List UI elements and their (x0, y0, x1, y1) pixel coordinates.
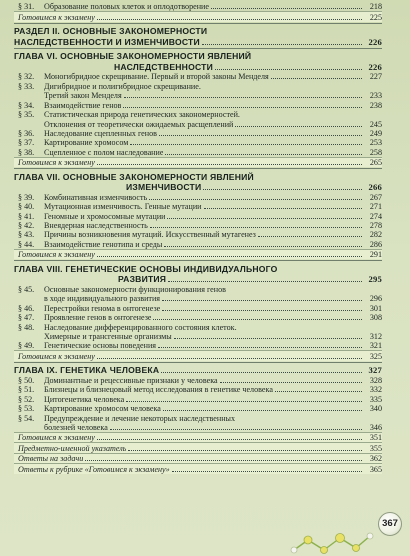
entry-title: Дигибридное и полигибридное скрещивание. (44, 81, 201, 91)
entry-title: Готовимся к экзамену (18, 433, 95, 443)
toc-entry (14, 294, 382, 303)
chapter-heading (14, 365, 382, 376)
entry-title: Готовимся к экзамену (18, 351, 95, 361)
heading-line (14, 263, 382, 274)
heading-line (14, 182, 382, 193)
entry-page: 340 (369, 404, 382, 414)
heading-text: ИЗМЕНЧИВОСТИ (126, 182, 202, 193)
entry-page: 355 (369, 443, 382, 453)
toc-entry (14, 119, 382, 128)
toc-entry (14, 341, 382, 350)
back-matter-entry (14, 453, 382, 463)
entry-title: Основные закономерности функционирования генов (44, 284, 226, 294)
toc-entry (14, 100, 382, 109)
heading-line (14, 365, 382, 376)
heading-line (14, 171, 382, 182)
entry-page: 365 (369, 464, 382, 474)
chapter-heading (14, 263, 382, 284)
leader-dots (164, 246, 362, 247)
leader-dots (97, 358, 362, 359)
leader-dots (174, 338, 362, 339)
heading-text: РАЗВИТИЯ (118, 274, 167, 285)
paragraph-number: § 40. (18, 202, 35, 212)
heading-text: ГЛАВА VI. ОСНОВНЫЕ ЗАКОНОМЕРНОСТИ ЯВЛЕНИЙ (14, 51, 252, 62)
leader-dots (124, 97, 362, 98)
toc-entry (14, 211, 382, 220)
heading-text: НАСЛЕДСТВЕННОСТИ (114, 61, 213, 72)
entry-page: 286 (369, 239, 382, 249)
toc-entry (14, 423, 382, 432)
heading-line (14, 51, 382, 62)
toc-entry (14, 230, 382, 239)
leader-dots (126, 401, 362, 402)
leader-dots (158, 347, 362, 348)
entry-title: Причины возникновения мутаций. Искусственный мутагенез (44, 230, 256, 240)
paragraph-number: § 32. (18, 72, 35, 82)
entry-page: 312 (369, 331, 382, 341)
entry-title: в ходе индивидуального развития (44, 294, 160, 304)
leader-dots (130, 144, 362, 145)
paragraph-number: § 36. (18, 128, 35, 138)
entry-page: 278 (369, 221, 382, 230)
divider (14, 168, 382, 169)
toc-entry (14, 303, 382, 312)
paragraph-number: § 44. (18, 239, 35, 249)
entry-title: Готовимся к экзамену (18, 250, 95, 260)
paragraph-number: § 54. (18, 413, 35, 423)
exam-entry (14, 157, 382, 167)
toc-entry (14, 313, 382, 322)
paragraph-number: § 35. (18, 110, 35, 120)
leader-dots (163, 410, 362, 411)
paragraph-number: § 51. (18, 385, 35, 395)
entry-page: 296 (369, 294, 382, 304)
toc-entry (14, 413, 382, 422)
entry-page: 301 (369, 303, 382, 313)
entry-page: 335 (369, 394, 382, 404)
toc-entry (14, 322, 382, 331)
page-number: 367 (378, 512, 402, 536)
leader-dots (172, 471, 362, 472)
entry-title: Генетические основы поведения (44, 341, 157, 351)
entry-title: Готовимся к экзамену (18, 12, 95, 22)
entry-title: Образование половых клеток и оплодотворение (44, 2, 209, 12)
toc-entry (14, 239, 382, 248)
heading-text: ГЛАВА VII. ОСНОВНЫЕ ЗАКОНОМЕРНОСТИ ЯВЛЕНИЙ (14, 171, 254, 182)
leader-dots (150, 227, 362, 228)
leader-dots (128, 450, 362, 451)
heading-text: НАСЛЕДСТВЕННОСТИ И ИЗМЕНЧИВОСТИ (14, 36, 200, 47)
leader-dots (202, 44, 362, 45)
entry-title: Третий закон Менделя (44, 91, 122, 101)
heading-page: 295 (368, 274, 382, 285)
entry-title: Предупреждение и лечение некоторых наследственных (44, 413, 236, 423)
leader-dots (162, 310, 362, 311)
entry-title: Ответы на задачи (18, 454, 84, 464)
toc-entry (14, 129, 382, 138)
heading-page: 226 (368, 61, 382, 72)
paragraph-number: § 46. (18, 303, 35, 313)
entry-title: Ответы к рубрике «Готовимся к экзамену» (18, 464, 170, 474)
entry-title: болезней человека (44, 422, 108, 432)
paragraph-number: § 49. (18, 341, 35, 351)
divider (14, 23, 382, 24)
heading-line (14, 26, 382, 37)
leader-dots (204, 208, 363, 209)
entry-page: 351 (369, 433, 382, 443)
heading-page: 266 (368, 182, 382, 193)
paragraph-number: § 42. (18, 221, 35, 230)
leader-dots (161, 372, 362, 373)
entry-title: Внеядерная наследственность (44, 221, 148, 230)
divider (14, 48, 382, 49)
entry-title: Взаимодействие генотипа и среды (44, 239, 163, 249)
leader-dots (203, 189, 362, 190)
entry-title: Цитогенетика человека (44, 394, 125, 404)
back-matter-entry (14, 442, 382, 452)
toc-entry (14, 221, 382, 230)
leader-dots (167, 218, 362, 219)
toc-entry (14, 91, 382, 100)
entry-page: 218 (369, 2, 382, 12)
table-of-contents (14, 2, 382, 474)
entry-title: Проявление генов в онтогенезе (44, 313, 152, 323)
paragraph-number: § 43. (18, 230, 35, 240)
entry-title: Картирование хромосом человека (44, 404, 161, 414)
paragraph-number: § 47. (18, 313, 35, 323)
toc-entry (14, 385, 382, 394)
exam-entry (14, 249, 382, 259)
entry-page: 274 (369, 211, 382, 221)
divider (14, 260, 382, 261)
chapter-heading (14, 51, 382, 72)
chapter-heading (14, 171, 382, 192)
toc-entry (14, 202, 382, 211)
leader-dots (168, 281, 362, 282)
entry-title: Близнецы и близнецовый метод исследования в генетике человека (44, 385, 273, 395)
leader-dots (235, 126, 362, 127)
entry-page: 291 (369, 250, 382, 260)
entry-title: Статистическая природа генетических закономерностей. (44, 110, 240, 120)
toc-entry (14, 192, 382, 201)
entry-title: Мутационная изменчивость. Генные мутации (44, 202, 202, 212)
leader-dots (85, 460, 362, 461)
entry-page: 332 (369, 385, 382, 395)
paragraph-number: § 34. (18, 100, 35, 110)
entry-page: 271 (369, 202, 382, 212)
entry-title: Отклонения от теоретически ожидаемых расщеплений (44, 119, 234, 129)
entry-title: Комбинативная изменчивость (44, 192, 148, 202)
leader-dots (153, 319, 362, 320)
entry-title: Доминантные и рецессивные признаки у человека (44, 375, 218, 385)
entry-title: Наследование дифференцированного состояния клеток. (44, 322, 237, 332)
entry-page: 258 (369, 147, 382, 157)
entry-title: Химерные и трансгенные организмы (44, 331, 172, 341)
exam-entry (14, 432, 382, 442)
heading-page: 226 (368, 36, 382, 47)
entry-page: 253 (369, 138, 382, 148)
toc-entry (14, 138, 382, 147)
paragraph-number: § 53. (18, 404, 35, 414)
entry-page: 225 (369, 12, 382, 22)
paragraph-number: § 37. (18, 138, 35, 148)
entry-page: 328 (369, 375, 382, 385)
entry-page: 346 (369, 422, 382, 432)
entry-page: 308 (369, 313, 382, 323)
toc-entry (14, 81, 382, 90)
leader-dots (211, 8, 362, 9)
toc-entry (14, 72, 382, 81)
leader-dots (162, 300, 362, 301)
leader-dots (258, 236, 362, 237)
toc-entry (14, 284, 382, 293)
entry-page: 362 (369, 454, 382, 464)
toc-entry (14, 147, 382, 156)
heading-page: 327 (368, 365, 382, 376)
entry-page: 265 (369, 158, 382, 168)
entry-title: Перестройки генома в онтогенезе (44, 303, 161, 313)
leader-dots (275, 391, 362, 392)
toc-entry (14, 2, 382, 11)
entry-title: Картирование хромосом (44, 138, 129, 148)
paragraph-number: § 41. (18, 211, 35, 221)
entry-page: 233 (369, 91, 382, 101)
paragraph-number: § 31. (18, 2, 35, 12)
leader-dots (159, 135, 362, 136)
heading-text: ГЛАВА IX. ГЕНЕТИКА ЧЕЛОВЕКА (14, 365, 160, 376)
toc-entry (14, 375, 382, 384)
leader-dots (110, 429, 362, 430)
paragraph-number: § 45. (18, 284, 35, 294)
part-heading (14, 26, 382, 47)
leader-dots (97, 164, 362, 165)
paragraph-number: § 50. (18, 375, 35, 385)
exam-entry (14, 350, 382, 360)
paragraph-number: § 52. (18, 394, 35, 404)
divider (14, 362, 382, 363)
entry-title: Наследование сцепленных генов (44, 128, 157, 138)
leader-dots (149, 199, 362, 200)
leader-dots (97, 256, 362, 257)
entry-title: Геномные и хромосомные мутации (44, 211, 166, 221)
leader-dots (97, 19, 362, 20)
paragraph-number: § 48. (18, 322, 35, 332)
heading-text: РАЗДЕЛ II. ОСНОВНЫЕ ЗАКОНОМЕРНОСТИ (14, 26, 208, 37)
heading-line (14, 36, 382, 47)
heading-line (14, 61, 382, 72)
toc-entry (14, 110, 382, 119)
leader-dots (123, 107, 362, 108)
entry-page: 238 (369, 100, 382, 110)
entry-page: 267 (369, 192, 382, 202)
paragraph-number: § 38. (18, 147, 35, 157)
heading-line (14, 274, 382, 285)
entry-page: 227 (369, 72, 382, 82)
entry-page: 282 (369, 230, 382, 240)
toc-entry (14, 394, 382, 403)
entry-page: 245 (369, 119, 382, 129)
leader-dots (220, 382, 362, 383)
toc-entry (14, 404, 382, 413)
entry-page: 249 (369, 128, 382, 138)
entry-title: Взаимодействие генов (44, 100, 122, 110)
paragraph-number: § 33. (18, 81, 35, 91)
back-matter-entry (14, 463, 382, 473)
entry-title: Сцепленное с полом наследование (44, 147, 164, 157)
entry-page: 321 (369, 341, 382, 351)
leader-dots (271, 78, 362, 79)
toc-entry (14, 332, 382, 341)
entry-title: Моногибридное скрещивание. Первый и второй законы Менделя (44, 72, 269, 82)
entry-title: Предметно-именной указатель (18, 443, 127, 453)
leader-dots (215, 69, 362, 70)
heading-text: ГЛАВА VIII. ГЕНЕТИЧЕСКИЕ ОСНОВЫ ИНДИВИДУАЛЬНОГО (14, 263, 278, 274)
entry-page: 325 (369, 351, 382, 361)
paragraph-number: § 39. (18, 192, 35, 202)
toc-entry (14, 11, 382, 21)
leader-dots (97, 439, 362, 440)
entry-title: Готовимся к экзамену (18, 158, 95, 168)
leader-dots (165, 154, 362, 155)
